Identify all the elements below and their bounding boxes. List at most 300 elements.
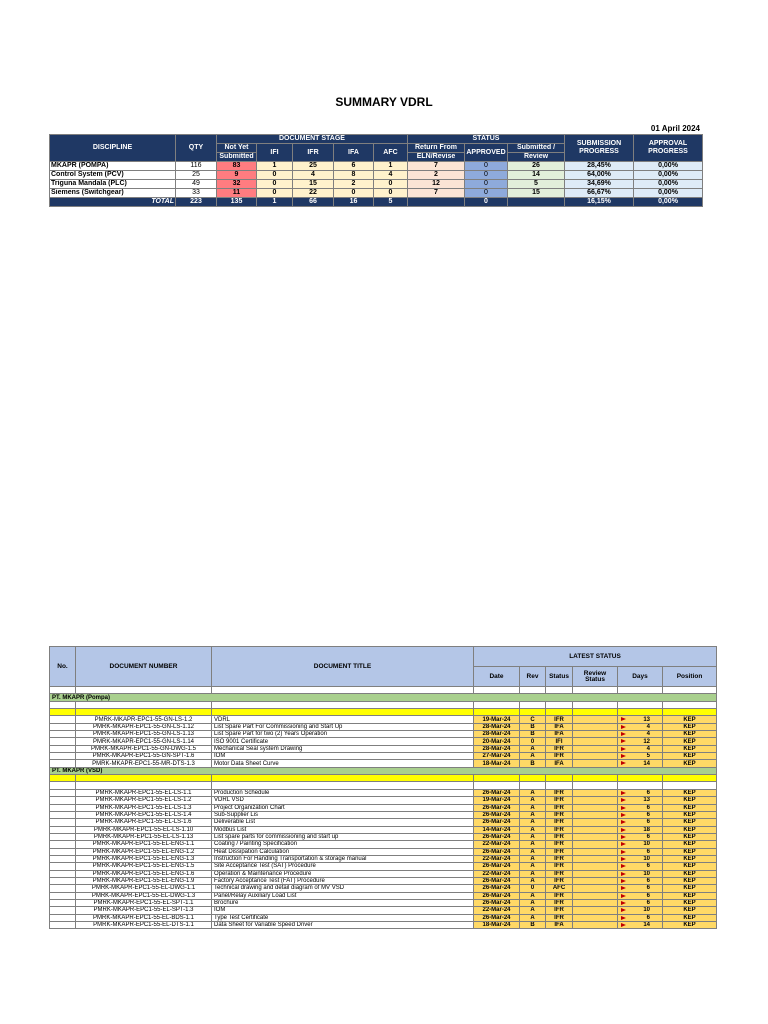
cell-no — [50, 885, 76, 892]
total-ifa: 16 — [334, 198, 374, 207]
cell-document-title: List spare parts for commissioning and start up — [212, 833, 474, 840]
cell-document-title: IOM — [212, 753, 474, 760]
cell-rev: 0 — [520, 738, 546, 745]
spacer-row — [50, 782, 717, 789]
cell-rev: A — [520, 870, 546, 877]
cell-rev: A — [520, 855, 546, 862]
table-row — [50, 922, 717, 929]
red-flag-icon — [621, 916, 626, 920]
summary-cell-afc: 4 — [374, 171, 408, 180]
spacer-row-cell — [618, 687, 663, 694]
header-latest-status: LATEST STATUS — [474, 647, 717, 667]
page-title: SUMMARY VDRL — [335, 95, 433, 109]
cell-days — [618, 870, 663, 877]
cell-review-status — [573, 870, 618, 877]
red-flag-icon — [621, 864, 626, 868]
spacer-row-cell — [474, 701, 520, 708]
cell-position: KEP — [663, 848, 717, 855]
red-flag-icon — [621, 798, 626, 802]
cell-document-title: Deliverable List — [212, 819, 474, 826]
cell-no — [50, 760, 76, 767]
cell-days — [618, 914, 663, 921]
table-row — [50, 899, 717, 906]
cell-document-number: PMRK-MKAPR-EPC1-55-EL-LS-1.3 — [76, 804, 212, 811]
cell-days — [618, 826, 663, 833]
cell-status: IFR — [546, 797, 573, 804]
cell-date: 26-Mar-24 — [474, 804, 520, 811]
highlight-row-cell — [474, 775, 520, 782]
red-flag-icon — [621, 732, 626, 736]
cell-rev: A — [520, 811, 546, 818]
cell-days — [618, 745, 663, 752]
spacer-row-cell — [663, 687, 717, 694]
cell-date: 22-Mar-24 — [474, 855, 520, 862]
spacer-row-cell — [546, 701, 573, 708]
cell-rev: A — [520, 914, 546, 921]
days-value: 4 — [646, 731, 650, 738]
cell-date: 26-Mar-24 — [474, 892, 520, 899]
total-afc: 5 — [374, 198, 408, 207]
table-row — [50, 826, 717, 833]
cell-status: IFR — [546, 841, 573, 848]
header-return-2: ELN/Revise — [408, 153, 465, 162]
cell-document-number: PMRK-MKAPR-EPC1-55-EL-LS-1.2 — [76, 797, 212, 804]
summary-total-row — [50, 198, 703, 207]
cell-document-title: Heat Dissipation Calculation — [212, 848, 474, 855]
highlight-row-cell — [520, 775, 546, 782]
highlight-row-cell — [546, 709, 573, 716]
cell-position: KEP — [663, 826, 717, 833]
total-approved: 0 — [465, 198, 508, 207]
cell-days — [618, 855, 663, 862]
summary-cell-submission-progress: 34,69% — [565, 180, 634, 189]
cell-days — [618, 731, 663, 738]
cell-rev: A — [520, 841, 546, 848]
header-rev: Rev — [520, 667, 546, 687]
table-row — [50, 745, 717, 752]
days-value: 10 — [643, 841, 650, 848]
cell-date: 26-Mar-24 — [474, 811, 520, 818]
cell-review-status — [573, 892, 618, 899]
cell-document-number: PMRK-MKAPR-EPC1-55-EL-LS-1.4 — [76, 811, 212, 818]
cell-document-number: PMRK-MKAPR-EPC1-55-GN-LS-1.13 — [76, 731, 212, 738]
cell-days — [618, 723, 663, 730]
cell-rev: A — [520, 892, 546, 899]
cell-no — [50, 907, 76, 914]
highlight-row-cell — [618, 709, 663, 716]
cell-days — [618, 797, 663, 804]
cell-status: IFA — [546, 922, 573, 929]
cell-review-status — [573, 922, 618, 929]
table-row — [50, 811, 717, 818]
cell-days — [618, 804, 663, 811]
days-value: 10 — [643, 870, 650, 877]
red-flag-icon — [621, 754, 626, 758]
header-approved: APPROVED — [465, 144, 508, 162]
cell-status: IFR — [546, 899, 573, 906]
cell-document-number: PMRK-MKAPR-EPC1-55-EL-DWG-1.1 — [76, 885, 212, 892]
cell-status: IFA — [546, 731, 573, 738]
red-flag-icon — [621, 717, 626, 721]
cell-review-status — [573, 819, 618, 826]
cell-date: 26-Mar-24 — [474, 819, 520, 826]
header-document-title: DOCUMENT TITLE — [212, 647, 474, 687]
cell-rev: A — [520, 833, 546, 840]
summary-cell-submitted: 14 — [508, 171, 565, 180]
cell-date: 26-Mar-24 — [474, 914, 520, 921]
cell-document-number: PMRK-MKAPR-EPC1-55-EL-LS-1.10 — [76, 826, 212, 833]
table-row — [50, 797, 717, 804]
days-value: 6 — [646, 885, 650, 892]
summary-cell-discipline: Control System (PCV) — [50, 171, 176, 180]
red-flag-icon — [621, 739, 626, 743]
cell-document-title: Brochure — [212, 899, 474, 906]
cell-date: 14-Mar-24 — [474, 826, 520, 833]
days-value: 13 — [643, 716, 650, 723]
cell-no — [50, 753, 76, 760]
cell-review-status — [573, 789, 618, 796]
cell-status: IFR — [546, 811, 573, 818]
cell-days — [618, 760, 663, 767]
summary-cell-submission-progress: 66,67% — [565, 189, 634, 198]
cell-no — [50, 745, 76, 752]
days-value: 18 — [643, 826, 650, 833]
days-value: 6 — [646, 863, 650, 870]
header-ifi: IFI — [257, 144, 293, 162]
cell-position: KEP — [663, 716, 717, 723]
highlight-row-cell — [212, 709, 474, 716]
table-row — [50, 804, 717, 811]
cell-status: IFR — [546, 804, 573, 811]
summary-row — [50, 189, 703, 198]
days-value: 14 — [643, 922, 650, 929]
summary-cell-qty: 49 — [176, 180, 217, 189]
cell-no — [50, 738, 76, 745]
cell-position: KEP — [663, 804, 717, 811]
cell-days — [618, 753, 663, 760]
cell-position: KEP — [663, 841, 717, 848]
cell-review-status — [573, 914, 618, 921]
summary-row — [50, 162, 703, 171]
total-label: TOTAL — [50, 198, 176, 207]
cell-status: IFR — [546, 877, 573, 884]
summary-cell-afc: 0 — [374, 180, 408, 189]
summary-cell-submitted: 26 — [508, 162, 565, 171]
cell-document-title: Factory Acceptance Test (FAT) Procedure — [212, 877, 474, 884]
cell-date: 22-Mar-24 — [474, 907, 520, 914]
red-flag-icon — [621, 923, 626, 927]
table-row — [50, 833, 717, 840]
cell-review-status — [573, 760, 618, 767]
summary-cell-submission-progress: 28,45% — [565, 162, 634, 171]
cell-rev: B — [520, 760, 546, 767]
summary-cell-return: 12 — [408, 180, 465, 189]
cell-rev: B — [520, 731, 546, 738]
header-date: Date — [474, 667, 520, 687]
cell-days — [618, 848, 663, 855]
group-label: PT. MKAPR (Pompa) — [50, 694, 717, 701]
highlight-row-cell — [474, 709, 520, 716]
summary-cell-ifr: 4 — [293, 171, 334, 180]
cell-date: 28-Mar-24 — [474, 745, 520, 752]
summary-cell-ifi: 0 — [257, 180, 293, 189]
cell-document-number: PMRK-MKAPR-EPC1-55-EL-DWG-1.3 — [76, 892, 212, 899]
cell-review-status — [573, 804, 618, 811]
cell-rev: A — [520, 804, 546, 811]
cell-review-status — [573, 738, 618, 745]
cell-review-status — [573, 848, 618, 855]
spacer-row — [50, 687, 717, 694]
days-value: 6 — [646, 819, 650, 826]
cell-rev: A — [520, 797, 546, 804]
cell-no — [50, 848, 76, 855]
cell-status: IFR — [546, 892, 573, 899]
summary-cell-qty: 116 — [176, 162, 217, 171]
highlight-row-cell — [663, 709, 717, 716]
spacer-row — [50, 701, 717, 708]
cell-document-number: PMRK-MKAPR-EPC1-55-MR-DTS-1.3 — [76, 760, 212, 767]
header-position: Position — [663, 667, 717, 687]
cell-days — [618, 877, 663, 884]
cell-document-number: PMRK-MKAPR-EPC1-55-EL-BDS-1.1 — [76, 914, 212, 921]
cell-rev: A — [520, 745, 546, 752]
cell-date: 20-Mar-24 — [474, 738, 520, 745]
cell-position: KEP — [663, 877, 717, 884]
spacer-row-cell — [546, 687, 573, 694]
header-return: Return From — [408, 144, 465, 153]
days-value: 6 — [646, 812, 650, 819]
group-label: PT. MKAPR (VSD) — [50, 767, 717, 774]
cell-rev: A — [520, 826, 546, 833]
cell-document-number: PMRK-MKAPR-EPC1-55-GN-DWG-1.5 — [76, 745, 212, 752]
header-days: Days — [618, 667, 663, 687]
cell-document-number: PMRK-MKAPR-EPC1-55-GN-LS-1.12 — [76, 723, 212, 730]
summary-cell-approved: 0 — [465, 171, 508, 180]
cell-status: IFR — [546, 907, 573, 914]
spacer-row-cell — [573, 701, 618, 708]
table-row — [50, 914, 717, 921]
highlight-row-cell — [520, 709, 546, 716]
summary-cell-afc: 0 — [374, 189, 408, 198]
cell-no — [50, 804, 76, 811]
days-value: 12 — [643, 738, 650, 745]
highlight-row-cell — [546, 775, 573, 782]
cell-review-status — [573, 841, 618, 848]
cell-status: IFR — [546, 848, 573, 855]
cell-document-title: Project Organization Chart — [212, 804, 474, 811]
red-flag-icon — [621, 806, 626, 810]
header-review-status: Review Status — [573, 667, 618, 687]
cell-position: KEP — [663, 723, 717, 730]
table-row — [50, 885, 717, 892]
spacer-row-cell — [76, 701, 212, 708]
spacer-row-cell — [212, 701, 474, 708]
days-value: 10 — [643, 856, 650, 863]
summary-cell-not-yet-submitted: 32 — [217, 180, 257, 189]
highlight-row-cell — [50, 775, 76, 782]
cell-rev: B — [520, 922, 546, 929]
cell-date: 26-Mar-24 — [474, 877, 520, 884]
cell-status: IFR — [546, 826, 573, 833]
cell-date: 22-Mar-24 — [474, 841, 520, 848]
cell-status: IFR — [546, 863, 573, 870]
summary-cell-not-yet-submitted: 83 — [217, 162, 257, 171]
cell-no — [50, 899, 76, 906]
document-status-table — [49, 646, 717, 929]
header-not-yet-submitted-2: Submitted — [217, 153, 257, 162]
highlight-row-cell — [76, 775, 212, 782]
cell-review-status — [573, 797, 618, 804]
cell-position: KEP — [663, 738, 717, 745]
cell-document-number: PMRK-MKAPR-EPC1-55-EL-ENG-1.2 — [76, 848, 212, 855]
cell-position: KEP — [663, 753, 717, 760]
cell-date: 28-Mar-24 — [474, 723, 520, 730]
cell-no — [50, 877, 76, 884]
cell-document-title: List Spare Part For Commissioning and Start Up — [212, 723, 474, 730]
header-document-number: DOCUMENT NUMBER — [76, 647, 212, 687]
header-approval-progress: APPROVAL PROGRESS — [634, 135, 703, 162]
summary-cell-not-yet-submitted: 9 — [217, 171, 257, 180]
table-row — [50, 731, 717, 738]
header-discipline: DISCIPLINE — [50, 135, 176, 162]
cell-status: IFR — [546, 716, 573, 723]
cell-review-status — [573, 826, 618, 833]
cell-document-title: Motor Data Sheet Curve — [212, 760, 474, 767]
red-flag-icon — [621, 879, 626, 883]
total-approval-progress: 0,00% — [634, 198, 703, 207]
cell-review-status — [573, 877, 618, 884]
red-flag-icon — [621, 761, 626, 765]
summary-cell-approval-progress: 0,00% — [634, 162, 703, 171]
cell-status: IFR — [546, 819, 573, 826]
days-value: 6 — [646, 804, 650, 811]
cell-document-number: PMRK-MKAPR-EPC1-55-GN-LS-1.2 — [76, 716, 212, 723]
cell-review-status — [573, 731, 618, 738]
cell-rev: 0 — [520, 885, 546, 892]
cell-rev: A — [520, 819, 546, 826]
cell-review-status — [573, 745, 618, 752]
days-value: 6 — [646, 848, 650, 855]
cell-status: IFR — [546, 833, 573, 840]
cell-review-status — [573, 885, 618, 892]
summary-cell-return: 2 — [408, 171, 465, 180]
cell-document-number: PMRK-MKAPR-EPC1-55-EL-SPT-1.3 — [76, 907, 212, 914]
cell-review-status — [573, 855, 618, 862]
cell-no — [50, 855, 76, 862]
spacer-row-cell — [520, 701, 546, 708]
table-row — [50, 877, 717, 884]
cell-position: KEP — [663, 885, 717, 892]
table-row — [50, 870, 717, 877]
highlight-row-cell — [618, 775, 663, 782]
red-flag-icon — [621, 872, 626, 876]
days-value: 6 — [646, 892, 650, 899]
cell-no — [50, 841, 76, 848]
spacer-row-cell — [520, 782, 546, 789]
cell-document-title: Sub-Supplier Lis — [212, 811, 474, 818]
cell-review-status — [573, 899, 618, 906]
table-row — [50, 789, 717, 796]
summary-cell-ifa: 0 — [334, 189, 374, 198]
cell-days — [618, 892, 663, 899]
cell-position: KEP — [663, 863, 717, 870]
cell-status: AFC — [546, 885, 573, 892]
red-flag-icon — [621, 857, 626, 861]
cell-position: KEP — [663, 745, 717, 752]
cell-no — [50, 863, 76, 870]
summary-cell-ifa: 6 — [334, 162, 374, 171]
red-flag-icon — [621, 747, 626, 751]
summary-cell-approval-progress: 0,00% — [634, 171, 703, 180]
days-value: 4 — [646, 745, 650, 752]
cell-position: KEP — [663, 922, 717, 929]
cell-document-title: Site Acceptance Test (SAT) Procedure — [212, 863, 474, 870]
red-flag-icon — [621, 791, 626, 795]
summary-cell-qty: 33 — [176, 189, 217, 198]
cell-document-number: PMRK-MKAPR-EPC1-55-EL-ENG-1.1 — [76, 841, 212, 848]
highlight-row-cell — [212, 775, 474, 782]
highlight-row-cell — [50, 709, 76, 716]
cell-days — [618, 922, 663, 929]
summary-row — [50, 180, 703, 189]
spacer-row-cell — [212, 782, 474, 789]
cell-document-title: Mechanical Seal system Drawing — [212, 745, 474, 752]
days-value: 10 — [643, 907, 650, 914]
spacer-row-cell — [474, 687, 520, 694]
summary-cell-approved: 0 — [465, 162, 508, 171]
days-value: 6 — [646, 878, 650, 885]
summary-cell-discipline: Siemens (Switchgear) — [50, 189, 176, 198]
cell-position: KEP — [663, 907, 717, 914]
group-row — [50, 767, 717, 774]
summary-cell-submitted: 5 — [508, 180, 565, 189]
cell-no — [50, 811, 76, 818]
cell-document-number: PMRK-MKAPR-EPC1-55-EL-ENG-1.5 — [76, 863, 212, 870]
spacer-row-cell — [546, 782, 573, 789]
summary-row — [50, 171, 703, 180]
table-row — [50, 753, 717, 760]
cell-status: IFA — [546, 760, 573, 767]
cell-date: 27-Mar-24 — [474, 753, 520, 760]
cell-document-title: IOM — [212, 907, 474, 914]
cell-rev: A — [520, 848, 546, 855]
spacer-row-cell — [50, 782, 76, 789]
red-flag-icon — [621, 908, 626, 912]
days-value: 5 — [646, 753, 650, 760]
summary-cell-approval-progress: 0,00% — [634, 180, 703, 189]
table-row — [50, 738, 717, 745]
cell-no — [50, 731, 76, 738]
cell-document-number: PMRK-MKAPR-EPC1-55-EL-LS-1.6 — [76, 819, 212, 826]
table-row — [50, 760, 717, 767]
summary-cell-ifa: 2 — [334, 180, 374, 189]
cell-no — [50, 892, 76, 899]
cell-document-number: PMRK-MKAPR-EPC1-55-EL-SPT-1.1 — [76, 899, 212, 906]
cell-review-status — [573, 907, 618, 914]
cell-review-status — [573, 716, 618, 723]
highlight-row-cell — [663, 775, 717, 782]
cell-date: 18-Mar-24 — [474, 760, 520, 767]
cell-position: KEP — [663, 789, 717, 796]
cell-days — [618, 833, 663, 840]
cell-no — [50, 723, 76, 730]
cell-rev: B — [520, 723, 546, 730]
days-value: 13 — [643, 797, 650, 804]
cell-position: KEP — [663, 892, 717, 899]
cell-days — [618, 738, 663, 745]
total-submitted — [508, 198, 565, 207]
cell-no — [50, 833, 76, 840]
